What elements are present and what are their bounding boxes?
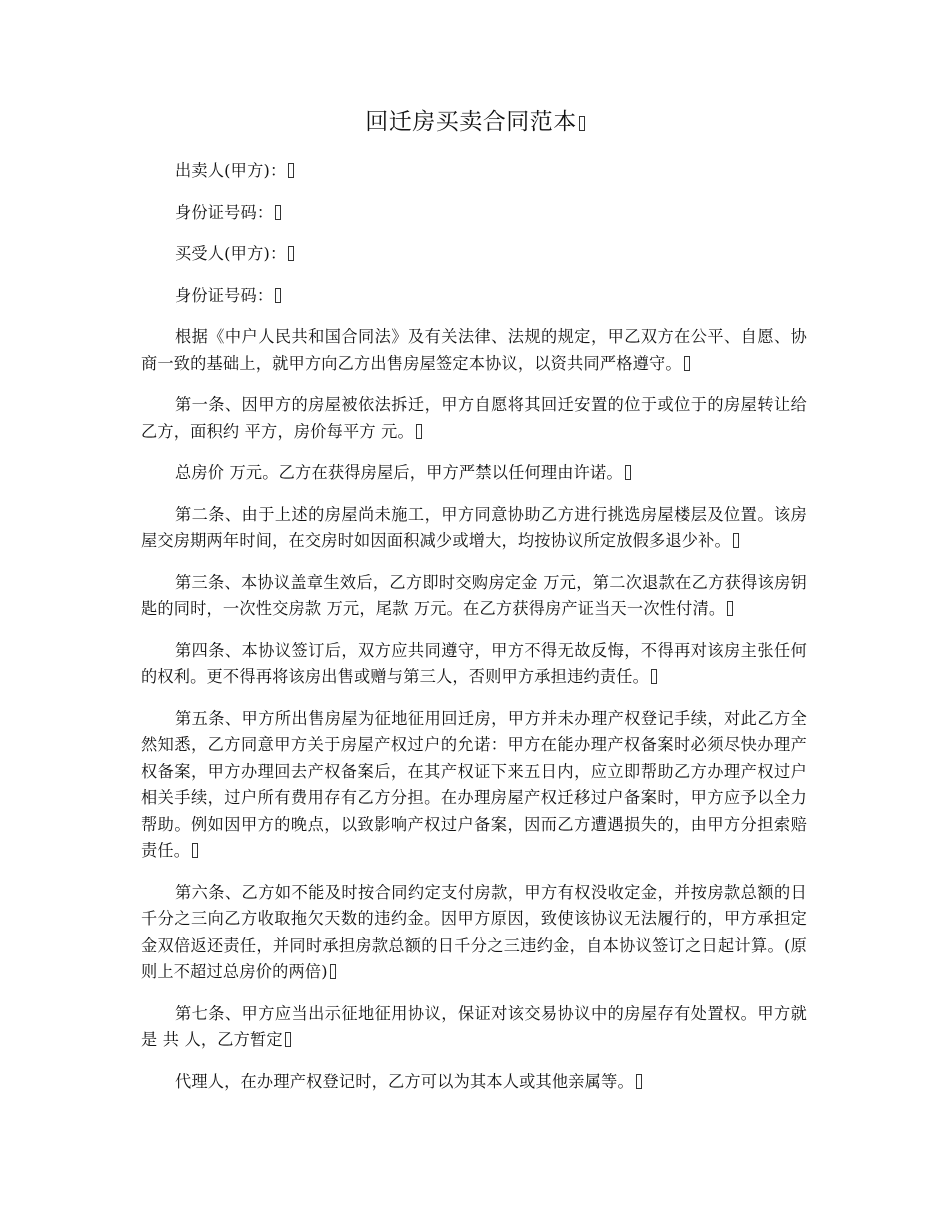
paragraph-mark-icon <box>625 465 631 480</box>
paragraph-mark-icon <box>684 356 690 371</box>
paragraph-mark-icon <box>288 246 294 261</box>
paragraph-text: 根据《中户人民共和国合同法》及有关法律、法规的规定，甲乙双方在公平、自愿、协商一致的基础上，就甲方向乙方出售房屋签定本协议，以资共同严格遵守。 <box>141 327 807 373</box>
document-title-line <box>0 106 950 138</box>
paragraph-mark-icon <box>416 424 422 439</box>
paragraph-buyer <box>141 241 807 268</box>
paragraph-mark-icon <box>727 601 733 616</box>
paragraph-text: 第三条、本协议盖章生效后，乙方即时交购房定金 万元，第二次退款在乙方获得该房钥匙的同时，一次性交房款 万元，尾款 万元。在乙方获得房产证当天一次性付清。 <box>141 572 807 618</box>
paragraph-total-price <box>141 460 807 487</box>
document-body <box>141 158 807 1110</box>
paragraph-mark-icon <box>651 669 657 684</box>
paragraph-agent <box>141 1069 807 1096</box>
paragraph-text: 买受人(甲方)： <box>175 244 287 263</box>
paragraph-seller <box>141 158 807 185</box>
paragraph-text: 身份证号码： <box>175 285 274 305</box>
paragraph-text: 第二条、由于上述的房屋尚未施工，甲方同意协助乙方进行挑选房屋楼层及位置。该房屋交房期两年时间，在交房时如因面积减少或增大，均按协议所定放假多退少补。 <box>141 504 807 550</box>
paragraph-article-1 <box>141 392 807 445</box>
paragraph-seller-id <box>141 200 807 227</box>
paragraph-text: 第一条、因甲方的房屋被依法拆迁，甲方自愿将其回迁安置的位于或位于的房屋转让给乙方，面积约 平方，房价每平方 元。 <box>141 395 807 441</box>
paragraph-text: 出卖人(甲方)： <box>175 161 287 180</box>
paragraph-article-3 <box>141 570 807 623</box>
paragraph-text: 第五条、甲方所出售房屋为征地征用回迁房，甲方并未办理产权登记手续，对此乙方全然知悉，乙方同意甲方关于房屋产权过户的允诺：甲方在能办理产权备案时必须尽快办理产权备案，甲方办理回去产权备案后，在其产权证下来五日内，应立即帮助乙方办理产权过户相关手续，过户所有费用存有乙方分担。在办理房屋产权迁移过户备案时，甲方应予以全力帮助。例如因甲方的晚点，以致影响产权过户备案，因而乙方遭遇损失的，由甲方分担索赔责任。 <box>141 708 807 860</box>
paragraph-text: 身份证号码： <box>175 202 274 222</box>
paragraph-preamble <box>141 324 807 377</box>
paragraph-mark-icon <box>192 843 198 858</box>
document-title: 回迁房买卖合同范本 <box>365 109 577 135</box>
paragraph-text: 第七条、甲方应当出示征地征用协议，保证对该交易协议中的房屋存有处置权。甲方就是 共 人，乙方暂定 <box>141 1003 807 1049</box>
paragraph-mark-icon <box>275 288 281 303</box>
paragraph-article-7 <box>141 1001 807 1054</box>
paragraph-mark-icon <box>288 163 294 178</box>
paragraph-buyer-id <box>141 283 807 310</box>
paragraph-text: 第四条、本协议签订后，双方应共同遵守，甲方不得无故反悔，不得再对该房主张任何的权利。更不得再将该房出售或赠与第三人，否则甲方承担违约责任。 <box>141 640 807 686</box>
paragraph-mark-icon <box>285 1032 291 1047</box>
paragraph-article-2 <box>141 502 807 555</box>
paragraph-article-6 <box>141 880 807 986</box>
paragraph-text: 代理人，在办理产权登记时，乙方可以为其本人或其他亲属等。 <box>175 1071 634 1091</box>
paragraph-mark-icon <box>275 205 281 220</box>
paragraph-text: 总房价 万元。乙方在获得房屋后，甲方严禁以任何理由许诺。 <box>175 463 623 482</box>
paragraph-mark-icon <box>733 533 739 548</box>
paragraph-mark-icon <box>579 116 585 131</box>
paragraph-article-5 <box>141 706 807 865</box>
paragraph-article-4 <box>141 638 807 691</box>
paragraph-mark-icon <box>636 1074 642 1089</box>
paragraph-mark-icon <box>330 964 336 979</box>
paragraph-text: 第六条、乙方如不能及时按合同约定支付房款，甲方有权没收定金，并按房款总额的日千分之三向乙方收取拖欠天数的违约金。因甲方原因，致使该协议无法履行的，甲方承担定金双倍返还责任，并同时承担房款总额的日千分之三违约金，自本协议签订之日起计算。(原则上不超过总房价的两倍) <box>141 882 807 981</box>
